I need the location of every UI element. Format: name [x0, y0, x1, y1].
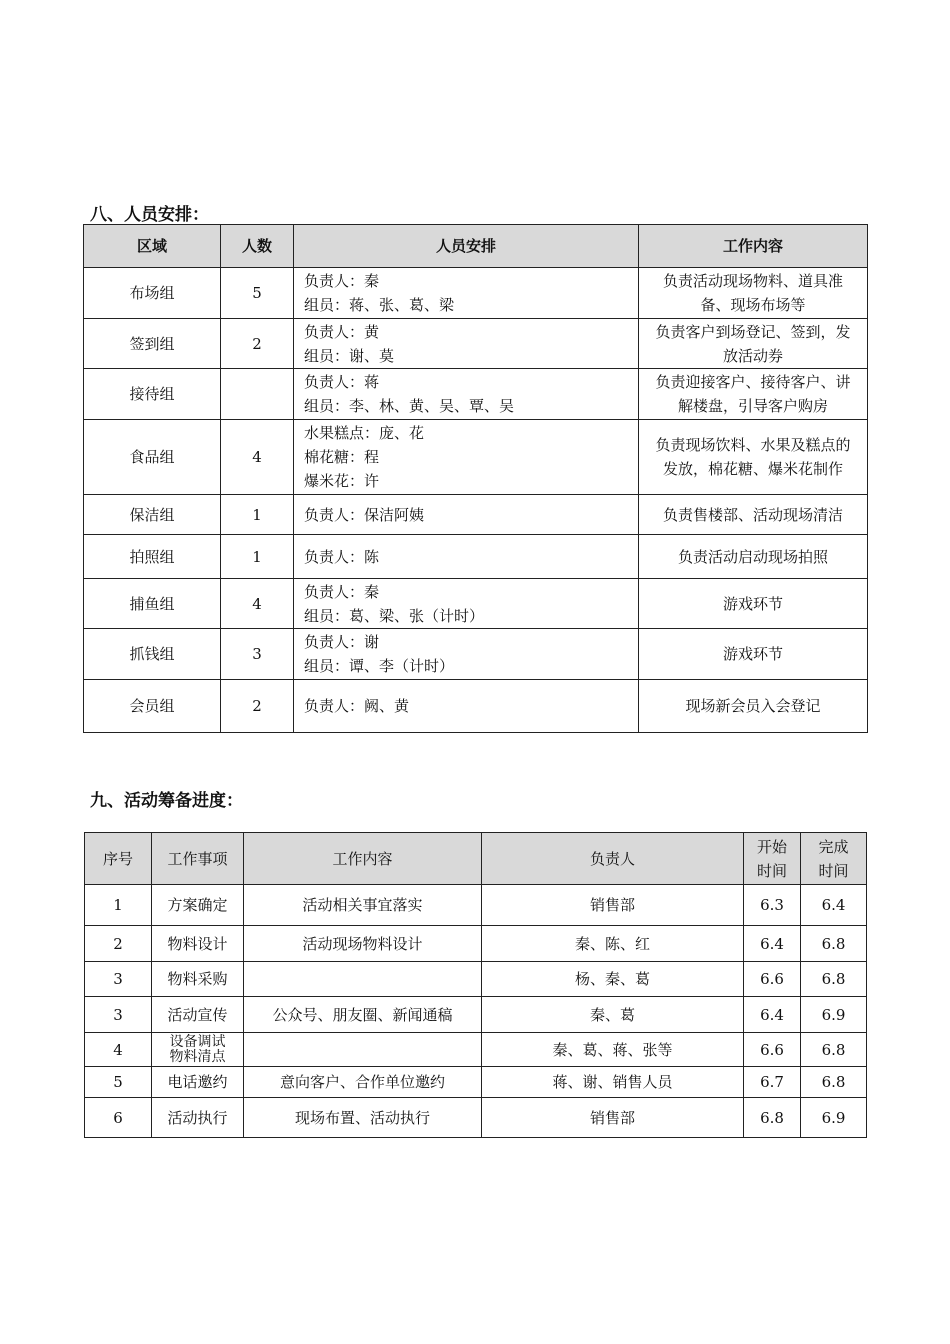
work-cell [639, 579, 868, 629]
staff-line: 组员：蒋、张、葛、梁 [304, 296, 455, 314]
header-end-time: 完成 时间 [801, 833, 867, 885]
staff-cell [294, 420, 639, 495]
item-cell [152, 997, 244, 1033]
content-cell: 公众号、朋友圈、新闻通稿 [244, 997, 482, 1033]
item-line: 物料设计 [167, 934, 228, 953]
header-owner: 负责人 [482, 833, 744, 885]
count-cell: 4 [221, 579, 294, 629]
work-line: 游戏环节 [722, 594, 783, 613]
area-cell: 食品组 [84, 420, 221, 495]
count-cell: 5 [221, 268, 294, 319]
staff-cell [294, 495, 639, 535]
progress-row [85, 997, 867, 1033]
start-time-cell: 6.4 [744, 997, 801, 1033]
count-cell: 4 [221, 420, 294, 495]
owner-cell: 秦、葛 [482, 997, 744, 1033]
count-cell [221, 369, 294, 420]
owner-cell: 秦、陈、红 [482, 926, 744, 962]
work-cell [639, 369, 868, 420]
work-cell [639, 268, 868, 319]
start-time-cell: 6.3 [744, 885, 801, 926]
item-line: 物料采购 [167, 970, 228, 988]
work-cell [639, 420, 868, 495]
staff-line: 负责人：阙、黄 [304, 697, 410, 715]
header-work: 工作内容 [639, 225, 868, 268]
staff-line: 组员：葛、梁、张（计时） [304, 606, 485, 625]
staff-line: 负责人：秦 [304, 582, 380, 601]
content-cell: 意向客户、合作单位邀约 [244, 1067, 482, 1098]
work-line: 发放，棉花糖、爆米花制作 [662, 460, 843, 478]
number-cell: 4 [85, 1033, 152, 1067]
staff-cell [294, 629, 639, 680]
work-line: 负责迎接客户、接待客户、讲 [655, 373, 851, 391]
work-cell [639, 319, 868, 369]
number-cell: 1 [85, 885, 152, 926]
area-cell: 接待组 [84, 369, 221, 420]
work-line: 现场新会员入会登记 [685, 697, 821, 715]
item-line: 电话邀约 [167, 1073, 228, 1091]
staff-cell [294, 535, 639, 579]
start-time-cell: 6.4 [744, 926, 801, 962]
content-cell: 活动相关事宜落实 [244, 885, 482, 926]
start-time-cell: 6.8 [744, 1098, 801, 1138]
staffing-row [84, 319, 868, 369]
work-cell [639, 495, 868, 535]
staffing-row [84, 420, 868, 495]
work-line: 游戏环节 [722, 645, 783, 663]
progress-row [85, 926, 867, 962]
progress-row [85, 962, 867, 997]
staff-line: 组员：谢、莫 [304, 346, 395, 365]
number-cell: 3 [85, 962, 152, 997]
header-item: 工作事项 [152, 833, 244, 885]
item-cell [152, 1067, 244, 1098]
area-cell: 会员组 [84, 680, 221, 733]
end-time-cell: 6.4 [801, 885, 867, 926]
progress-row [85, 1067, 867, 1098]
header-staff: 人员安排 [294, 225, 639, 268]
staff-line: 负责人：秦 [304, 272, 380, 290]
end-time-cell: 6.9 [801, 997, 867, 1033]
start-time-cell: 6.7 [744, 1067, 801, 1098]
end-time-cell: 6.8 [801, 926, 867, 962]
progress-row [85, 1098, 867, 1138]
staffing-row [84, 268, 868, 319]
staff-line: 负责人：陈 [304, 547, 380, 566]
staff-line: 负责人：谢 [304, 633, 380, 651]
owner-cell: 杨、秦、葛 [482, 962, 744, 997]
owner-cell: 秦、葛、蒋、张等 [482, 1033, 744, 1067]
area-cell: 签到组 [84, 319, 221, 369]
work-line: 负责活动现场物料、道具准 [662, 272, 843, 290]
end-time-cell: 6.9 [801, 1098, 867, 1138]
work-line: 解楼盘，引导客户购房 [677, 397, 828, 415]
area-cell: 抓钱组 [84, 629, 221, 680]
progress-table [84, 832, 867, 1138]
item-cell [152, 962, 244, 997]
staffing-row [84, 369, 868, 420]
header-start-time: 开始 时间 [744, 833, 801, 885]
staff-line: 棉花糖：程 [304, 448, 380, 466]
number-cell: 6 [85, 1098, 152, 1138]
area-cell: 捕鱼组 [84, 579, 221, 629]
header-area: 区域 [84, 225, 221, 268]
owner-cell: 销售部 [482, 1098, 744, 1138]
staff-cell [294, 579, 639, 629]
work-cell [639, 629, 868, 680]
area-cell: 布场组 [84, 268, 221, 319]
item-line: 活动宣传 [167, 1005, 228, 1024]
area-cell: 保洁组 [84, 495, 221, 535]
number-cell: 3 [85, 997, 152, 1033]
start-time-cell: 6.6 [744, 962, 801, 997]
staff-line: 爆米花：许 [304, 472, 380, 490]
progress-row [85, 1033, 867, 1067]
work-line: 备、现场布场等 [700, 296, 806, 314]
content-cell [244, 1033, 482, 1067]
work-cell [639, 680, 868, 733]
owner-cell: 蒋、谢、销售人员 [482, 1067, 744, 1098]
staffing-table [83, 224, 868, 733]
staff-cell [294, 680, 639, 733]
staff-cell [294, 319, 639, 369]
section-title-staffing: 八、人员安排： [90, 205, 209, 225]
work-cell [639, 535, 868, 579]
end-time-cell: 6.8 [801, 1067, 867, 1098]
item-line: 方案确定 [167, 896, 228, 914]
count-cell: 1 [221, 495, 294, 535]
staff-cell [294, 268, 639, 319]
staffing-row [84, 535, 868, 579]
staffing-row [84, 629, 868, 680]
header-content: 工作内容 [244, 833, 482, 885]
number-cell: 2 [85, 926, 152, 962]
owner-cell: 销售部 [482, 885, 744, 926]
work-line: 负责客户到场登记、签到，发 [655, 322, 851, 341]
item-cell [152, 1033, 244, 1067]
staffing-row [84, 579, 868, 629]
item-cell [152, 885, 244, 926]
staff-line: 水果糕点：庞、花 [304, 424, 425, 442]
header-number: 序号 [85, 833, 152, 885]
item-line: 物料清点 [169, 1048, 226, 1065]
content-cell: 现场布置、活动执行 [244, 1098, 482, 1138]
staff-line: 负责人：蒋 [304, 373, 380, 391]
count-cell: 2 [221, 680, 294, 733]
progress-header-row [85, 833, 867, 885]
item-line: 设备调试 [169, 1033, 226, 1050]
work-line: 负责售楼部、活动现场清洁 [662, 505, 843, 524]
content-cell: 活动现场物料设计 [244, 926, 482, 962]
item-cell [152, 926, 244, 962]
header-count: 人数 [221, 225, 294, 268]
end-time-cell: 6.8 [801, 1033, 867, 1067]
staff-line: 组员：谭、李（计时） [304, 657, 455, 675]
item-cell [152, 1098, 244, 1138]
area-cell: 拍照组 [84, 535, 221, 579]
end-time-cell: 6.8 [801, 962, 867, 997]
staff-line: 负责人：保洁阿姨 [304, 505, 425, 524]
content-cell [244, 962, 482, 997]
item-line: 活动执行 [167, 1108, 228, 1127]
count-cell: 1 [221, 535, 294, 579]
staffing-row [84, 680, 868, 733]
number-cell: 5 [85, 1067, 152, 1098]
work-line: 放活动券 [722, 346, 783, 365]
staff-cell [294, 369, 639, 420]
staffing-row [84, 495, 868, 535]
staff-line: 组员：李、林、黄、吴、覃、吴 [304, 397, 515, 415]
work-line: 负责活动启动现场拍照 [677, 547, 828, 566]
staffing-header-row [84, 225, 868, 268]
section-title-progress: 九、活动筹备进度： [90, 791, 243, 811]
progress-row [85, 885, 867, 926]
start-time-cell: 6.6 [744, 1033, 801, 1067]
count-cell: 2 [221, 319, 294, 369]
work-line: 负责现场饮料、水果及糕点的 [655, 436, 851, 454]
staff-line: 负责人：黄 [304, 322, 380, 341]
count-cell: 3 [221, 629, 294, 680]
